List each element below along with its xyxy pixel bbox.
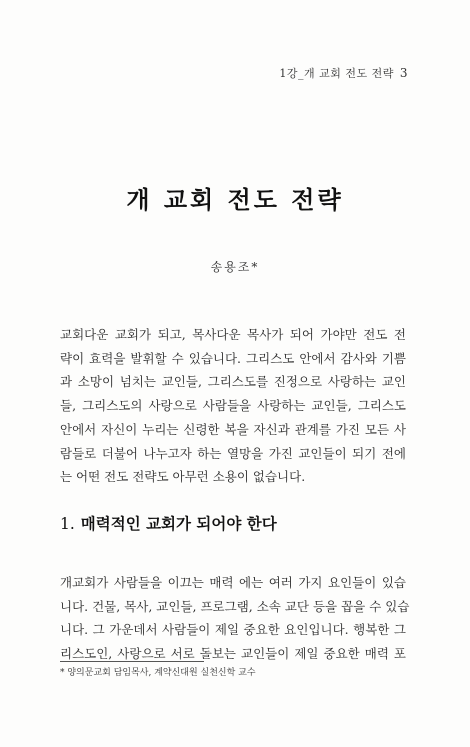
section-number: 1. xyxy=(60,515,75,533)
article-title: 개 교회 전도 전략 xyxy=(126,186,344,214)
page-number: 3 xyxy=(399,66,408,80)
running-header xyxy=(279,65,408,81)
running-title: 1강_개 교회 전도 전략 xyxy=(279,67,394,80)
footnote-rule xyxy=(60,661,204,662)
section-heading xyxy=(60,512,277,534)
body-line: 니다. 건물, 목사, 교인들, 프로그램, 소속 교단 등을 꼽을 수 있습 xyxy=(60,598,410,614)
body-line: 개교회가 사람들을 이끄는 매력 에는 여러 가지 요인들이 있습 xyxy=(60,575,406,590)
abstract-line: 과 소망이 넘치는 교인들, 그리스도를 진정으로 사랑하는 교인 xyxy=(60,374,406,390)
body-line: 니다. 그 가운데서 사람들이 제일 중요한 요인입니다. 행복한 그 xyxy=(60,622,406,637)
abstract-line: 들, 그리스도의 사랑으로 사람들을 사랑하는 교인들, 그리스도 xyxy=(60,398,406,414)
abstract-line: 람들로 더불어 나누고자 하는 열망을 가진 교인들이 되기 전에 xyxy=(60,445,406,461)
footnote: * 양의문교회 담임목사, 계약신대원 실천신학 교수 xyxy=(60,668,256,678)
abstract-line: 교회다운 교회가 되고, 목사다운 목사가 되어 가야만 전도 전 xyxy=(60,327,406,342)
abstract-paragraph xyxy=(60,323,406,489)
section-title: 매력적인 교회가 되어야 한다 xyxy=(80,515,277,533)
abstract-line: 는 어떤 전도 전략도 아무런 소용이 없습니다. xyxy=(60,469,306,485)
body-paragraph xyxy=(60,571,410,665)
abstract-line: 안에서 자신이 누리는 신령한 복을 자신과 관계를 가진 모든 사 xyxy=(60,421,406,437)
abstract-line: 략이 효력을 발휘할 수 있습니다. 그리스도 안에서 감사와 기쁨 xyxy=(60,350,406,366)
author-name: 송용조* xyxy=(210,260,260,274)
body-line: 리스도인, 사랑으로 서로 돌보는 교인들이 제일 중요한 매력 포 xyxy=(60,645,406,661)
